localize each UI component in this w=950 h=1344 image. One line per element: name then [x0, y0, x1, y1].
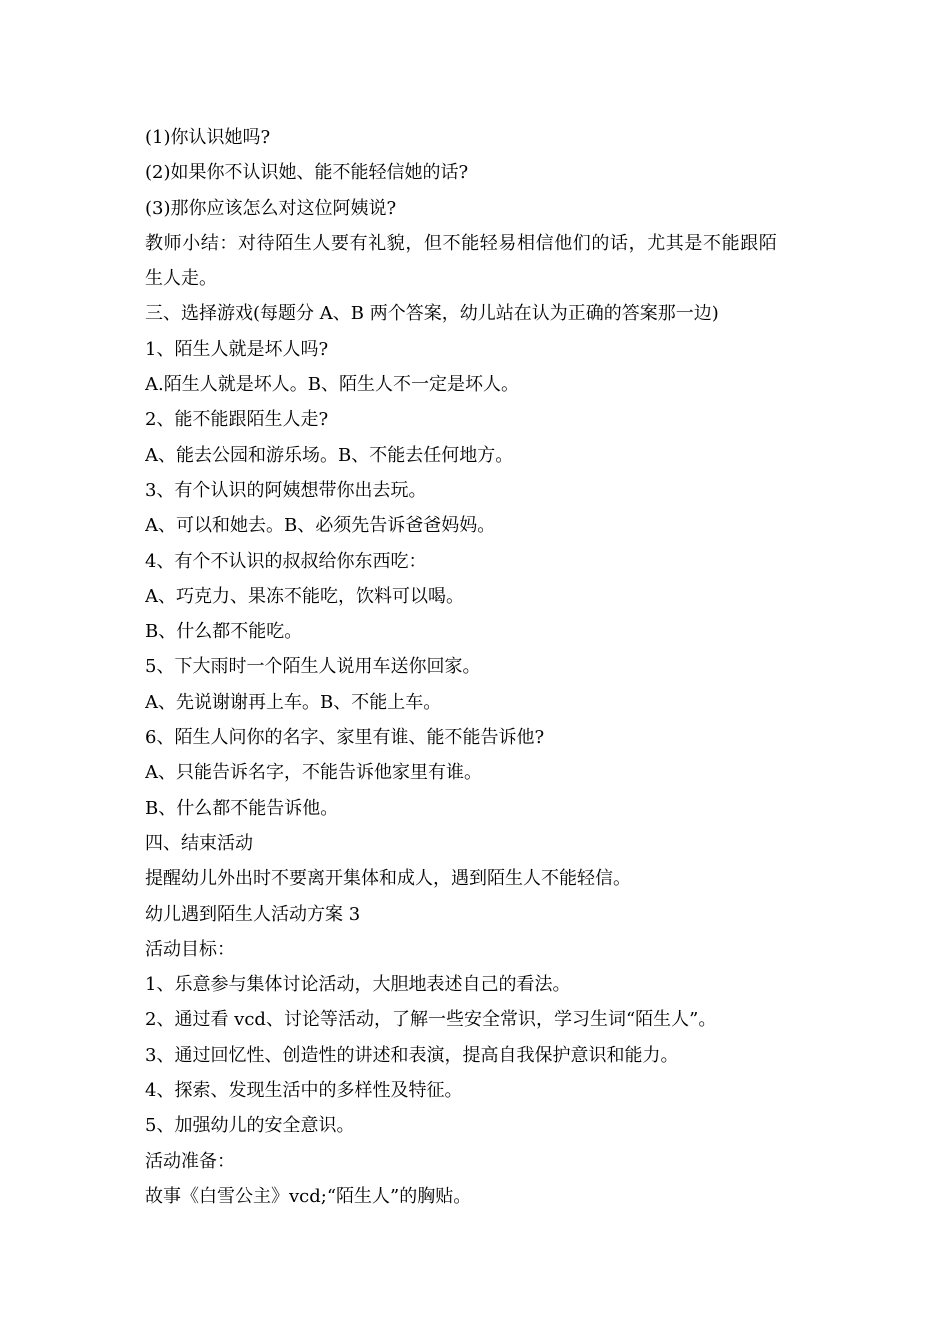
end-activity-reminder: 提醒幼儿外出时不要离开集体和成人，遇到陌生人不能轻信。	[145, 868, 631, 890]
game-answer-1: A.陌生人就是坏人。B、陌生人不一定是坏人。	[145, 374, 519, 396]
game-answer-2: A、能去公园和游乐场。B、不能去任何地方。	[145, 444, 514, 466]
game-answer-3: A、可以和她去。B、必须先告诉爸爸妈妈。	[145, 515, 496, 537]
goal-4: 4、探索、发现生活中的多样性及特征。	[145, 1080, 463, 1102]
game-answer-4a: A、巧克力、果冻不能吃，饮料可以喝。	[145, 585, 464, 607]
document-body	[145, 120, 815, 1214]
section-heading-choice-game: 三、选择游戏(每题分 A、B 两个答案，幼儿站在认为正确的答案那一边)	[145, 303, 719, 325]
goal-1: 1、乐意参与集体讨论活动，大胆地表述自己的看法。	[145, 974, 571, 996]
game-question-3: 3、有个认识的阿姨想带你出去玩。	[145, 479, 427, 501]
game-answer-4b: B、什么都不能吃。	[145, 621, 303, 643]
goal-5: 5、加强幼儿的安全意识。	[145, 1115, 355, 1137]
section-heading-end-activity: 四、结束活动	[145, 832, 253, 854]
question-1: (1)你认识她吗?	[145, 127, 271, 148]
game-question-2: 2、能不能跟陌生人走?	[145, 409, 329, 431]
game-answer-6a: A、只能告诉名字，不能告诉他家里有谁。	[145, 762, 482, 784]
question-3: (3)那你应该怎么对这位阿姨说?	[145, 197, 397, 219]
game-question-5: 5、下大雨时一个陌生人说用车送你回家。	[145, 656, 481, 678]
activity-goals-heading: 活动目标：	[145, 938, 235, 960]
plan-3-title: 幼儿遇到陌生人活动方案 3	[145, 903, 361, 925]
game-question-4: 4、有个不认识的叔叔给你东西吃：	[145, 550, 427, 572]
question-2: (2)如果你不认识她、能不能轻信她的话?	[145, 162, 469, 184]
goal-2: 2、通过看 vcd、讨论等活动，了解一些安全常识，学习生词“陌生人”。	[145, 1009, 717, 1031]
activity-preparation-heading: 活动准备：	[145, 1150, 235, 1172]
game-answer-6b: B、什么都不能告诉他。	[145, 797, 339, 819]
teacher-summary-continued: 生人走。	[145, 268, 217, 290]
goal-3: 3、通过回忆性、创造性的讲述和表演，提高自我保护意识和能力。	[145, 1044, 679, 1066]
game-answer-5: A、先说谢谢再上车。B、不能上车。	[145, 691, 442, 713]
game-question-6: 6、陌生人问你的名字、家里有谁、能不能告诉他?	[145, 727, 545, 749]
teacher-summary: 教师小结：对待陌生人要有礼貌，但不能轻易相信他们的话，尤其是不能跟陌	[145, 232, 778, 254]
game-question-1: 1、陌生人就是坏人吗?	[145, 338, 329, 360]
preparation-materials: 故事《白雪公主》vcd;“陌生人”的胸贴。	[145, 1185, 472, 1207]
